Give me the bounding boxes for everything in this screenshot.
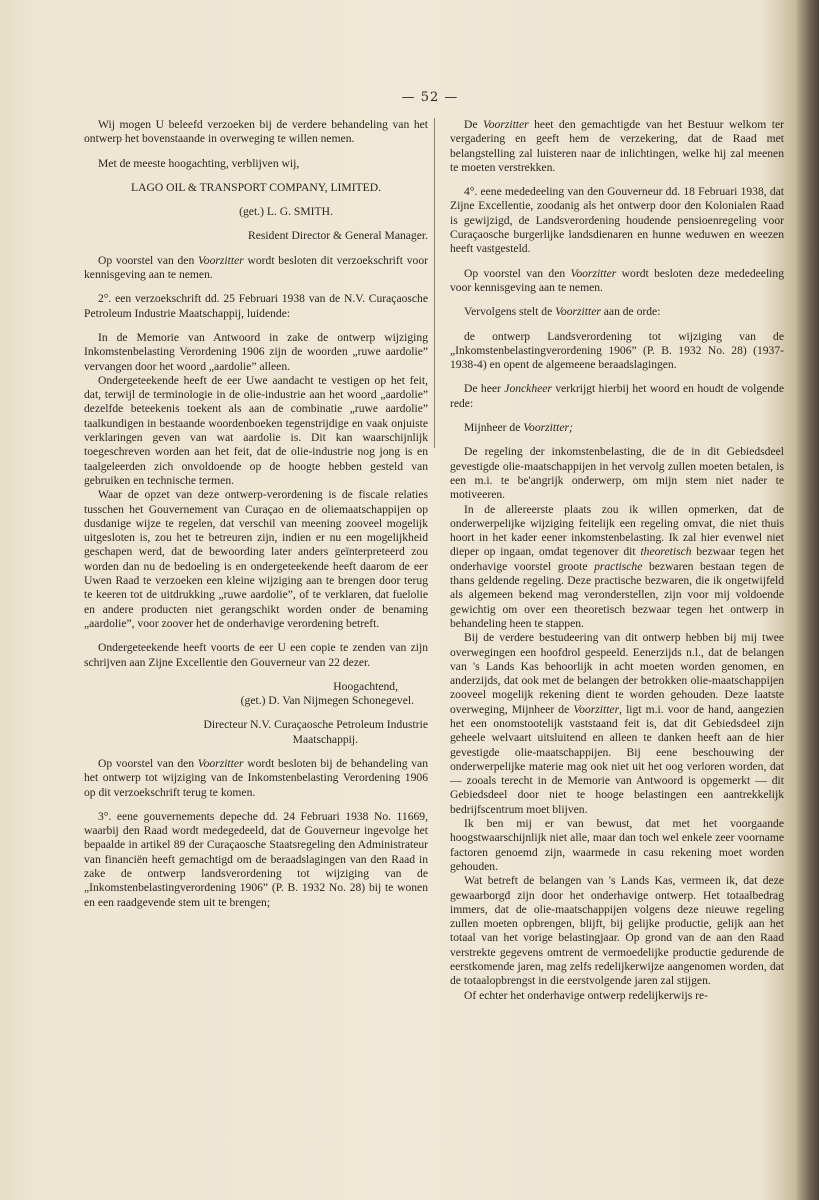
- signatory-title: Maatschappij.: [292, 732, 358, 746]
- decision-paragraph: Op voorstel van den Voorzitter wordt besloten bij de behandeling van het ontwerp tot wijziging van de Inkomstenbelasting Verordening 1906 op dit verzoekschrift terug te komen.: [84, 756, 428, 799]
- paragraph: Met de meeste hoogachting, verblijven wij,: [98, 156, 300, 170]
- decision-paragraph: Op voorstel van den Voorzitter wordt besloten deze mededeeling voor kennisgeving aan te nemen.: [450, 266, 784, 294]
- paragraph: In de Memorie van Antwoord in zake de ontwerp wijziging Inkomstenbelasting Verordening 1906 zijn de woorden „ruwe aardolie” vervangen door het woord „aardolie” alleen.: [84, 330, 428, 373]
- paragraph: Of echter het onderhavige ontwerp redelijkerwijs re-: [464, 988, 709, 1002]
- paragraph: de ontwerp Landsverordening tot wijziging van de „Inkomstenbelastingverordening 1906” (P. B. 1932 No. 28) (1937-1938-4) en opent de algemeene beraadslagingen.: [450, 329, 784, 372]
- left-column: [84, 118, 428, 920]
- paragraph: 4°. eene mededeeling van den Gouverneur dd. 18 Februari 1938, dat Zijne Excellentie, zoodanig als het ontwerp door den Kolonialen Raad is gewijzigd, de Landsverordening houdende pensioenregeling voor Curaçaosche burgerlijke landsdienaren en hunne weduwen en weezen heeft vastgesteld.: [450, 185, 784, 256]
- company-name: LAGO OIL & TRANSPORT COMPANY, LIMITED.: [131, 180, 381, 194]
- paragraph: Waar de opzet van deze ontwerp-verordening is de fiscale relaties tusschen het Gouvernement van Curaçao en de oliemaatschappijen op dusdanige wijze te regelen, dat verschil van meening zooveel mogelijk uitgesloten is, zou het te betreuren zijn, indien er nu een mogelijkheid geschapen werd, dat de bewoording later anders geïnterpreteerd zou worden dan nu de bedoeling is en ondergeteekende heeft daarom de eer Uwen Raad te verzoeken een kleine wijziging aan te brengen door terug te keeren tot de uitdrukking „ruwe aardolie”, of te verklaren, dat fuelolie en andere producten niet gerangschikt worden onder de benaming „aardolie”, voor zoover het de onderhavige verordening betreft.: [84, 488, 428, 630]
- paragraph: Wat betreft de belangen van 's Lands Kas, vermeen ik, dat deze gewaarborgd zijn door het onderhavige ontwerp. Het totaalbedrag immers, dat de olie-maatschappijen volgens deze nieuwe regeling zullen moeten opbrengen, blijft, bij gelijke productie, gelijk aan het totaal van het vorige belastingjaar. Op grond van de aan den Raad verstrekte gegevens omtrent de vermoedelijke productie gedurende de eerstkomende jaren, mag zelfs redelijkerwijze aangenomen worden, dat de totaalopbrengst in die eerstvolgende jaren zal stijgen.: [450, 874, 784, 988]
- paragraph: Wij mogen U beleefd verzoeken bij de verdere behandeling van het ontwerp het bovenstaande in overweging te willen nemen.: [84, 118, 428, 146]
- signature: (get.) L. G. SMITH.: [239, 205, 333, 219]
- paragraph: Ondergeteekende heeft de eer Uwe aandacht te vestigen op het feit, dat, terwijl de terminologie in de olie-industrie aan het woord „aardolie” dezelfde beteekenis toekent als aan de combinatie „ruwe aardolie” taalkundigen in bestaande woordenboeken tegenstrijdige en vaak onjuiste verklaringen geven van wat aardolie is. Dit kan waarschijnlijk toegeschreven worden aan het feit, dat de olie-industrie nog jong is en taalgeleerden zich onvoldoende op de hoogte hebben gesteld van gebruiken en technische termen.: [84, 373, 428, 487]
- paragraph: De regeling der inkomstenbelasting, die de in dit Gebiedsdeel gevestigde olie-maatschappijen in het vervolg zullen moeten betalen, is een m.i. te be'angrijk onderwerp, om mijn stem niet nader te motiveeren.: [450, 445, 784, 502]
- column-divider: [434, 118, 435, 448]
- signatory-title: Directeur N.V. Curaçaosche Petroleum Industrie: [203, 718, 428, 732]
- paragraph: Ik ben mij er van bewust, dat met het voorgaande hoogstwaarschijnlijk niet alle, maar dan toch wel enkele zeer voorname factoren genoemd zijn, waarmede in casu rekening moet worden gehouden.: [450, 817, 784, 873]
- paragraph: Ondergeteekende heeft voorts de eer U een copie te zenden van zijn schrijven aan Zijne Excellentie den Gouverneur van 22 dezer.: [84, 641, 428, 669]
- right-column: [450, 118, 784, 1003]
- decision-paragraph: Op voorstel van den Voorzitter wordt besloten dit verzoekschrift voor kennisgeving aan te nemen.: [84, 253, 428, 282]
- book-spine: [797, 0, 819, 1200]
- paragraph: Vervolgens stelt de Voorzitter aan de orde:: [464, 305, 661, 319]
- paragraph: In de allereerste plaats zou ik willen opmerken, dat de onderwerpelijke wijziging feitelijk een regeling omvat, die niet thuis hoort in het kader eener inkomstenbelasting. Ik zal hier evenwel niet dieper op ingaan, omdat tegenover dit theoretisch bezwaar tegen het onderhavige voorstel groote practische bezwaren bestaan tegen de thans geldende regeling. Deze practische bezwaren, die ik ongetwijfeld als algemeen bekend mag veronderstellen, zijn voor mij voldoende gewichtig om over een theoretisch bezwaar tegen het ontwerp in behandeling heen te stappen.: [450, 502, 784, 630]
- salutation: Mijnheer de Voorzitter;: [464, 421, 573, 435]
- closing: Hoogachtend,: [333, 679, 398, 693]
- signature: (get.) D. Van Nijmegen Schonegevel.: [240, 694, 414, 708]
- paragraph: De heer Jonckheer verkrijgt hierbij het woord en houdt de volgende rede:: [450, 382, 785, 410]
- paragraph: Bij de verdere bestudeering van dit ontwerp hebben bij mij twee overwegingen een hoofdrol gespeeld. Eenerzijds n.l., dat de belangen van 's Lands Kas behoorlijk in acht moeten worden genomen, en anderzijds, dat ook met de belangen der betrokken olie-maatschappijen zooveel mogelijk rekening dient te worden gehouden. Deze laatste overweging, Mijnheer de Voorzitter, ligt m.i. voor de hand, aangezien het een onomstootelijk vaststaand feit is, dat dit Gebiedsdeel zijn geheele welvaart uitsluitend en alleen te danken heeft aan de hier gevestigde olie-maatschappijen. Bij eene beschouwing der onderwerpelijke materie mag ook niet uit het oog verloren worden, dat — zooals terecht in de Memorie van Antwoord is opgemerkt — dit Gebiedsdeel door niet te hooge belastingen een aantrekkelijk bedrijfscentrum moet blijven.: [450, 631, 784, 816]
- signatory-title: Resident Director & General Manager.: [248, 229, 428, 243]
- paragraph: De Voorzitter heet den gemachtigde van het Bestuur welkom ter vergadering en geeft hem de verzekering, dat de Raad met belangstelling zal luisteren naar de inlichtingen, welke hij zal meenen te moeten verstrekken.: [450, 118, 784, 174]
- paragraph: 2°. een verzoekschrift dd. 25 Februari 1938 van de N.V. Curaçaosche Petroleum Industrie Maatschappij, luidende:: [84, 292, 428, 320]
- paragraph: 3°. eene gouvernements depeche dd. 24 Februari 1938 No. 11669, waarbij den Raad wordt medegedeeld, dat de Gouverneur ingevolge het bepaalde in artikel 89 der Curaçaosche Staatsregeling den Administrateur van financiën heeft gemachtigd om de beraadslagingen van den Raad in zake de ontwerp landsverordening tot wijziging van de „Inkomstenbelastingverordening 1906” (P. B. 1932 No. 28) bij te wonen en een raadgevende stem uit te brengen;: [84, 809, 428, 909]
- page-number: — 52 —: [401, 90, 459, 105]
